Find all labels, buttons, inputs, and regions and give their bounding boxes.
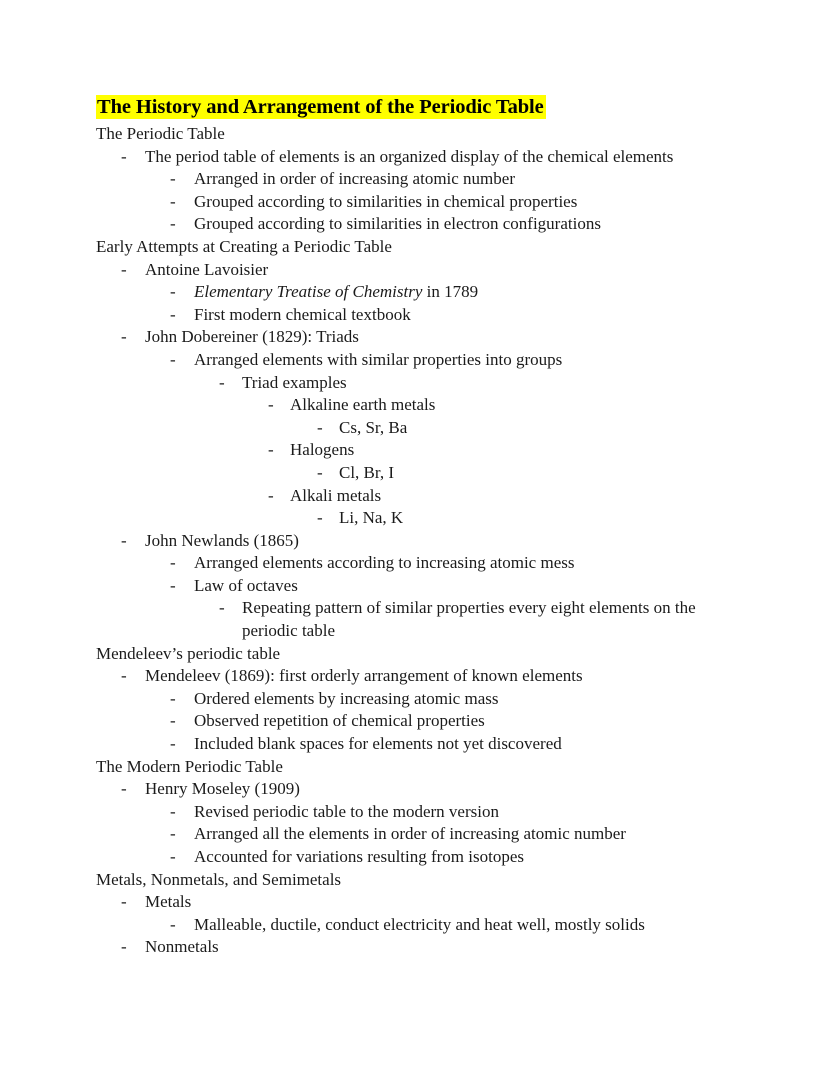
outline-item-label: Arranged elements with similar properties into groups: [194, 349, 563, 369]
bullet-dash-icon: -: [170, 575, 176, 595]
bullet-dash-icon: -: [170, 824, 176, 844]
outline-item: [96, 146, 744, 169]
bullet-dash-icon: -: [121, 530, 127, 550]
outline-item: [96, 372, 744, 395]
outline-item: [96, 710, 744, 733]
outline-item-label: Repeating pattern of similar properties every eight elements on the periodic table: [242, 598, 700, 641]
outline-item-label: Ordered elements by increasing atomic mass: [194, 688, 499, 708]
outline-item-label: Li, Na, K: [339, 508, 404, 528]
section-heading: The Periodic Table: [96, 124, 225, 143]
bullet-dash-icon: -: [268, 485, 274, 505]
bullet-dash-icon: -: [219, 598, 225, 618]
outline-item-label: Cs, Sr, Ba: [339, 417, 408, 437]
bullet-dash-icon: -: [170, 801, 176, 821]
bullet-dash-icon: -: [170, 847, 176, 866]
outline-item: [96, 259, 744, 282]
bullet-dash-icon: -: [268, 440, 274, 460]
outline-item-label: Arranged elements according to increasing atomic mess: [194, 553, 575, 573]
bullet-dash-icon: -: [121, 327, 127, 347]
section-heading: Metals, Nonmetals, and Semimetals: [96, 869, 342, 889]
outline-item: [96, 394, 744, 417]
outline-item: [96, 462, 744, 485]
outline-item: [96, 417, 744, 440]
bullet-dash-icon: -: [170, 169, 176, 189]
title-highlight: The History and Arrangement of the Periodic Table: [97, 96, 544, 118]
bullet-dash-icon: -: [268, 395, 274, 415]
bullet-dash-icon: -: [317, 417, 323, 437]
outline-item-label: Triad examples: [242, 372, 347, 392]
outline-item: [96, 936, 744, 959]
bullet-dash-icon: -: [170, 282, 176, 302]
bullet-dash-icon: -: [170, 191, 176, 211]
outline-item-label: John Newlands (1865): [145, 530, 299, 550]
outline-item-label: Grouped according to similarities in electron configurations: [194, 214, 601, 234]
outline-item: [96, 846, 744, 869]
outline-item-label: Accounted for variations resulting from isotopes: [194, 847, 525, 866]
outline-item-label: [194, 281, 744, 304]
outline-item-label: First modern chemical textbook: [194, 304, 411, 324]
outline-item-label: Alkali metals: [290, 485, 382, 505]
outline-item-label: Metals: [145, 892, 192, 912]
outline-item-label: Law of octaves: [194, 575, 298, 595]
page-title: [96, 94, 744, 121]
outline-item: [96, 778, 744, 801]
bullet-dash-icon: -: [219, 372, 225, 392]
bullet-dash-icon: -: [170, 304, 176, 324]
bullet-dash-icon: -: [170, 914, 176, 934]
bullet-dash-icon: -: [121, 892, 127, 912]
outline-item-label: Halogens: [290, 440, 355, 460]
bullet-dash-icon: -: [170, 711, 176, 731]
outline-item: [96, 304, 744, 327]
outline-item: [96, 168, 744, 191]
outline-item-label: Malleable, ductile, conduct electricity and heat well, mostly solids: [194, 914, 645, 934]
outline-item-label: Henry Moseley (1909): [145, 779, 300, 799]
outline-item-label: John Dobereiner (1829): Triads: [145, 327, 359, 347]
outline-item: [96, 281, 744, 304]
outline-item-label: Nonmetals: [145, 937, 219, 957]
bullet-dash-icon: -: [121, 666, 127, 686]
outline-item: [96, 349, 744, 372]
outline-item: [96, 326, 744, 349]
outline-item: [96, 597, 744, 642]
outline-item: [96, 213, 744, 236]
bullet-dash-icon: -: [121, 146, 127, 166]
outline-item: [96, 801, 744, 824]
outline-item: [96, 552, 744, 575]
outline-list: [96, 123, 744, 959]
bullet-dash-icon: -: [121, 937, 127, 957]
outline-item: [96, 575, 744, 598]
bullet-dash-icon: -: [170, 349, 176, 369]
outline-item-label: Revised periodic table to the modern version: [194, 801, 499, 821]
outline-item-label: Cl, Br, I: [339, 462, 395, 482]
outline-item: [96, 914, 744, 937]
bullet-dash-icon: -: [170, 734, 176, 754]
outline-item-label-suffix: in 1789: [422, 282, 479, 302]
bullet-dash-icon: -: [317, 508, 323, 528]
outline-item: [96, 733, 744, 756]
bullet-dash-icon: -: [170, 214, 176, 234]
outline-item-label: Mendeleev (1869): first orderly arrangement of known elements: [145, 666, 583, 686]
section-heading: The Modern Periodic Table: [96, 756, 283, 776]
bullet-dash-icon: -: [317, 462, 323, 482]
outline-item-label: Antoine Lavoisier: [145, 259, 269, 279]
book-title-italic: Elementary Treatise of Chemistry: [194, 282, 423, 302]
outline-item-label: Alkaline earth metals: [290, 395, 436, 415]
bullet-dash-icon: -: [121, 259, 127, 279]
outline-item: [96, 823, 744, 846]
outline-item: [96, 891, 744, 914]
outline-item-label: Observed repetition of chemical properties: [194, 711, 485, 731]
outline-item-label: Grouped according to similarities in chemical properties: [194, 191, 578, 211]
outline-item: [96, 507, 744, 530]
section-heading: Early Attempts at Creating a Periodic Table: [96, 236, 392, 256]
outline-item-label: Arranged all the elements in order of increasing atomic number: [194, 824, 626, 844]
outline-item: [96, 688, 744, 711]
outline-item: [96, 191, 744, 214]
outline-item: [96, 485, 744, 508]
bullet-dash-icon: -: [170, 688, 176, 708]
outline-item-label: Arranged in order of increasing atomic number: [194, 169, 515, 189]
section-heading: Mendeleev’s periodic table: [96, 643, 281, 663]
outline-item: [96, 665, 744, 688]
bullet-dash-icon: -: [170, 553, 176, 573]
outline-item: [96, 439, 744, 462]
outline-item: [96, 530, 744, 553]
outline-item-label: Included blank spaces for elements not yet discovered: [194, 734, 562, 754]
outline-item-label: The period table of elements is an organized display of the chemical elements: [145, 146, 674, 166]
bullet-dash-icon: -: [121, 779, 127, 799]
document-body: [96, 94, 744, 959]
